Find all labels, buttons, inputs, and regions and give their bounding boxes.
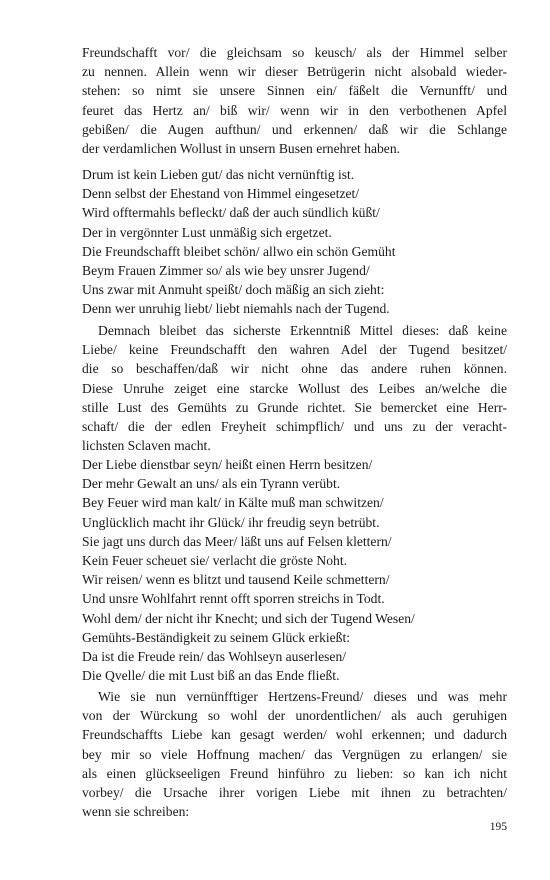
text-line: gebißen/ die Augen aufthun/ und erkennen/ daß wir die Schlange xyxy=(82,121,507,137)
poem-1 xyxy=(82,165,507,319)
text-line: Diese Unruhe zeiget eine starcke Wollust des Leibes an/welche die xyxy=(82,380,507,396)
verse-line: Der mehr Gewalt an uns/ als ein Tyrann verübt. xyxy=(82,476,341,492)
verse-line: Der Liebe dienstbar seyn/ heißt einen Herrn besitzen/ xyxy=(82,457,373,472)
verse-line: Unglücklich macht ihr Glück/ ihr freudig seyn betrübt. xyxy=(82,514,380,530)
text-line: stehen: so nimt sie unsere Sinnen ein/ fäßelt die Vernunfft/ und xyxy=(82,83,507,99)
verse-line: Die Qvelle/ die mit Lust biß an das Ende fließt. xyxy=(82,668,340,684)
verse-line: Sie jagt uns durch das Meer/ läßt uns auf Felsen klettern/ xyxy=(82,533,392,549)
verse-line: Bey Feuer wird man kalt/ in Kälte muß man schwitzen/ xyxy=(82,495,384,511)
verse-line: Wir reisen/ wenn es blitzt und tausend Keile schmettern/ xyxy=(82,572,390,588)
text-line: Wie sie nun vernünfftiger Hertzens-Freund/ dieses und was mehr xyxy=(98,689,507,704)
verse-line: Denn wer unruhig liebt/ liebt niemahls nach der Tugend. xyxy=(82,301,390,317)
text-line: Freundschafft vor/ die gleichsam so keusch/ als der Himmel selber xyxy=(82,45,507,60)
paragraph-1 xyxy=(82,43,507,158)
text-line: die so beschaffen/daß wir nicht ohne das andere ruhen können. xyxy=(82,361,507,377)
text-line: feuret das Hertz an/ biß wir/ wenn wir in den verbothenen Apfel xyxy=(82,102,507,118)
verse-line: Der in vergönnter Lust unmäßig sich ergetzet. xyxy=(82,224,332,240)
text-line: lichsten Sclaven macht. xyxy=(82,438,211,454)
text-line: wenn sie schreiben: xyxy=(82,804,190,820)
text-line: als einen glückseeligen Freund hinführo zu lieben: so kan ich nicht xyxy=(82,765,507,781)
verse-line: Die Freundschafft bleibet schön/ allwo ein schön Gemüht xyxy=(82,243,396,259)
text-line: stille Lust des Gemühts zu Grunde richtet. Sie bemercket eine Herr- xyxy=(82,399,507,415)
verse-line: Beym Frauen Zimmer so/ als wie bey unsrer Jugend/ xyxy=(82,262,370,278)
paragraph-2 xyxy=(82,321,507,455)
page-number: 195 xyxy=(489,821,507,833)
verse-line: Wird offtermahls befleckt/ daß der auch sündlich küßt/ xyxy=(82,205,380,221)
text-line: von der Würckung so wohl der unordentlichen/ als auch geruhigen xyxy=(82,708,507,724)
verse-line: Uns zwar mit Anmuht speißt/ doch mäßig an sich zieht: xyxy=(82,282,385,298)
paragraph-3 xyxy=(82,687,507,821)
text-line: bey mir so viele Hoffnung machen/ das Vergnügen zu erlangen/ sie xyxy=(82,746,507,762)
verse-line: Da ist die Freude rein/ das Wohlseyn auserlesen/ xyxy=(82,648,347,664)
text-line: Liebe/ keine Freundschafft den wahren Adel der Tugend besitzet/ xyxy=(82,342,507,358)
text-line: Freundschaffts Liebe kan gesagt werden/ wohl erkennen; und dadurch xyxy=(82,727,507,743)
text-line: vorbey/ die Ursache ihrer vorigen Liebe mit ihnen zu betrachten/ xyxy=(82,784,507,800)
text-line: Demnach bleibet das sicherste Erkenntniß Mittel dieses: daß keine xyxy=(98,323,507,338)
text-line: der verdamlichen Wollust in unsern Busen ernehret haben. xyxy=(82,140,401,156)
verse-line: Und unsre Wohlfahrt rennt offt sporren streichs in Todt. xyxy=(82,591,385,607)
verse-line: Denn selbst der Ehestand von Himmel eingesetzet/ xyxy=(82,186,360,202)
verse-line: Drum ist kein Lieben gut/ das nicht vernünftig ist. xyxy=(82,167,355,182)
text-line: schaft/ die der edlen Freyheit schimpflich/ und uns zu der veracht- xyxy=(82,418,507,434)
verse-line: Gemühts-Beständigkeit zu seinem Glück erkießt: xyxy=(82,629,351,645)
text-line: zu nennen. Allein wenn wir dieser Betrügerin nicht alsobald wieder- xyxy=(82,64,507,80)
verse-line: Kein Feuer scheuet sie/ verlacht die gröste Noht. xyxy=(82,552,347,568)
poem-2 xyxy=(82,455,507,685)
verse-line: Wohl dem/ der nicht ihr Knecht; und sich der Tugend Wesen/ xyxy=(82,610,415,626)
